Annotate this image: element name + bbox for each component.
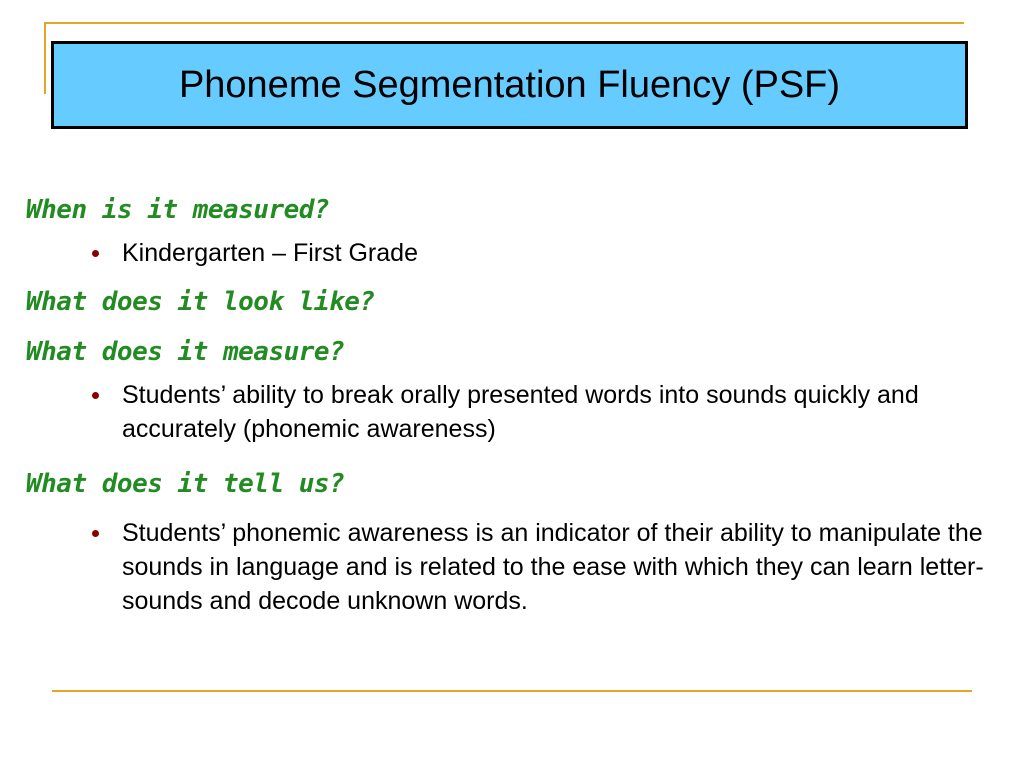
heading-when-measured: When is it measured? (26, 195, 330, 225)
bullet-text-ability: Students’ ability to break orally presented words into sounds quickly and accurately (phonemic awareness) (122, 381, 919, 443)
heading-tell-us: What does it tell us? (26, 469, 345, 499)
title-box (51, 41, 968, 129)
decorative-top-line (44, 22, 964, 24)
round-bullet-icon (92, 250, 99, 257)
bullet-item-indicator (122, 516, 1001, 618)
slide-content (26, 188, 1001, 618)
decorative-bottom-line (52, 690, 972, 692)
bullet-text-grade: Kindergarten – First Grade (122, 239, 418, 267)
round-bullet-icon (92, 530, 99, 537)
round-bullet-icon (92, 392, 99, 399)
bullet-item-grade (122, 236, 1001, 270)
bullet-text-indicator: Students’ phonemic awareness is an indicator of their ability to manipulate the sounds in language and is related to the ease with which they can learn letter-sounds and decode unknown words. (122, 519, 984, 615)
decorative-left-line (44, 22, 46, 94)
heading-what-measure: What does it measure? (26, 337, 345, 367)
heading-look-like: What does it look like? (26, 287, 375, 317)
bullet-item-ability (122, 378, 1001, 446)
slide-title: Phoneme Segmentation Fluency (PSF) (178, 64, 841, 106)
